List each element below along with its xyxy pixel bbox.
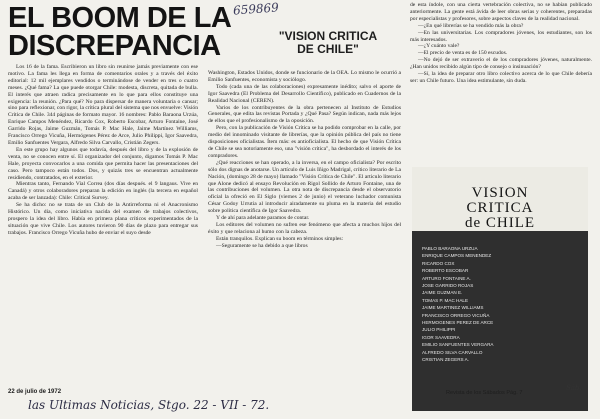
book-cover-title (412, 186, 588, 231)
author-name: TOMAS P. MAC HALE (422, 297, 469, 303)
author-name: ENRIQUE CAMPOS MENENDEZ (422, 253, 492, 259)
paragraph: Y de ahí para adelante paramos de contar. (216, 215, 310, 222)
author-name: FRANCISCO ORREGO VICUÑA (422, 312, 490, 318)
paragraph: —El precio de venta es de 150 escudos. (418, 50, 508, 57)
article-column-3 (410, 2, 592, 162)
paragraph: Pero, con la publicación de Visión Crítica se ha podido comprobar en la calle, por medio del innominado visitante de librerías, que la opinión pública del país no tiene disposiciones oficialistas. Ítem más: es antioficialista. El hecho de que Visión Crítica de Chile se sea notoriamente eso, una "visión crítica", ha desbordado el interés de los compradores. (208, 125, 401, 159)
author-name: ARTURO FONTAINE A. (422, 275, 471, 281)
author-name: JAIME MARTINEZ WILLIAMS (422, 305, 484, 311)
paragraph: Los editores del volumen no sufren ese fenómeno que afecta a muchos hijos del éxito y que relaciona al humo con la cabeza. (208, 221, 401, 235)
headline-line-2: DISCREPANCIA (8, 30, 221, 62)
author-name: HERMOGENES PEREZ DE ARCE (422, 320, 494, 326)
paragraph: Todo (cada una de las colaboraciones) expresamente inédito; salvo el aporte de Igor Saavedra (El Problema del Desarrollo Científico), publicado en Cuadernos de la Realidad Nacional (CEREN). (208, 83, 401, 104)
book-cover-image (412, 167, 588, 411)
page-footer: Revista de los Sábados Pág. 7 (446, 390, 523, 396)
paragraph: —Sí, la idea de preparar otro libro colectivo acerca de lo que Chile debería ser: un Chile futuro. Una idea estimulante, sin duda. (410, 71, 592, 84)
author-name: JAIME GUZMAN E. (422, 290, 463, 296)
author-name: JOSE GARRIDO ROJAS (422, 283, 474, 289)
handwritten-id: 659869 (232, 0, 280, 18)
author-name: PABLO BARAONA URZUA (422, 246, 478, 251)
author-name: CRISTIAN ZEGERS A. (422, 357, 469, 363)
subheadline-line-2: DE CHILE" (297, 42, 359, 56)
paragraph: Washington, Estados Unidos, donde se funcionario de la OEA. Lo mismo le ocurrió a Emilio Sanfuentes, economista y sociólogo. (208, 70, 401, 83)
book-title-line-1: VISION (471, 185, 529, 201)
author-name: ROBERTO ESCOBAR (422, 268, 469, 274)
handwritten-source-note: las Ultimas Noticias, Stgo. 22 - VII - 72. (28, 398, 270, 412)
article-column-2 (208, 70, 401, 396)
author-name: ALFREDO SILVA CARVALLO (422, 349, 483, 355)
book-cover-authors (422, 245, 532, 364)
paragraph: —¿En qué librerías se ha vendido más la obra? (418, 22, 524, 29)
book-title-line-2: CRITICA (466, 200, 534, 216)
headline-line-1: EL BOOM DE LA (8, 2, 232, 34)
author-name: RICARDO COX (422, 260, 455, 266)
paragraph: Están tranquilos. Explican su boom en términos simples: (216, 235, 344, 242)
paragraph: —¿Y cuánto vale? (418, 43, 460, 50)
author-name: EMILIO SANFUENTES VERGARA (422, 342, 494, 348)
author-name: IGOR SAAVEDRA (422, 334, 460, 340)
paragraph: —Seguramente se ha debido a que libros (216, 242, 308, 249)
paragraph: Mientras tanto, Fernando Vial Correa (dos días después. el 9 langaus. Vive en Canadá) y otros colaboradores preparan la edición en inglés (la tercera en español acaba de ser lanzada): Chile: Critical Survey. (8, 181, 198, 202)
issue-date: 22 de julio de 1972 (8, 389, 62, 395)
author-name: JULIO PHILIPPI (422, 327, 456, 333)
article-column-1 (8, 64, 198, 388)
paragraph: —No dejó de ser extraverío el de los compradores jóvenes, naturalmente. ¿Han unidos recibido algún tipo de consejo o insinuación? (410, 57, 592, 71)
subheadline-line-1: "VISION CRITICA (278, 29, 378, 43)
subheadline (258, 30, 398, 56)
paragraph: de esta índole, con una cierta vertebración colectiva, no se habían publicado anteriormente. La gente está ávida de leer obras serias y coherentes, preparadas por especialistas y profesores, sobre aspectos claves de la realidad nacional. (410, 2, 592, 22)
book-title-line-3: de CHILE (464, 215, 536, 231)
paragraph: En este grupo hay algunos que todavía, después del libro y de la explosión de venta, no se conocen entre sí. El organizador del conjunto, digamos Tomás P. Mac Hale, proyecta convocarlos a una comida que permita hacer las presentaciones del caso. Pero tampoco están todos. Dos, y quizás tres se encuentran actualmente residiendo, contratados, en el exterior. (8, 146, 198, 181)
paragraph: —En las universitarias. Los compradores jóvenes, los estudiantes, son los más interesados. (410, 29, 592, 43)
paragraph: ¿Qué reacciones se han operado, a la inversa, en el campo oficialista? Por escrito sólo dos dignas de anotarse. Un artículo de Luis Iñigo Madrigal, crítico literario de La Nación, (domingo 28 de mayo) llamado "Visión Crítica de Chile". El articulo literario que Alone dedicó al ensayo Revolución en Rigol Sollido de Arturo Fontaine, una de las contribuciones del volumen. La otra nota de discrepancia desde el observatorio oficial la ofreció en El Siglo (viernes 2 de junio) el veterano luchador comunista César Godoy Urrutia al introducir airadamente su pluma en la materia del estudio sobre política científica de Igor Saavedra. (208, 159, 401, 215)
paragraph: Los 16 de la fama. Escribieron un libro sin reunirse jamás previamente con ese motivo. La fama les llega en forma de comentarios orales y a través del éxito editorial: 12 mil ejemplares vendidos o terminándose de vender en tres o cuatro meses. ¿Qué fama? La que puede otorgar Chile: modesta, discreta, quitada de bulla. El interés que atraen radica precisamente en lo que para ellos constituye una exigencia: la reunión. ¿Para qué? No para dispersar de manera voluntaria o cansar; sino para reflexionar, con rigor, la crítica plural del sistema que nos envuelve: Visión Crítica de Chile. 344 páginas de formato mayor. 16 nombres: Pablo Baraona Urzúa, Enrique Campos Menéndez, Ricardo Cox, Roberto Escobar, Arturo Fontaine, José Garrido Rojas, Jaime Guzmán, Tomás P. Mac Hale, Jaime Martínez Williams, Francisco Orrego Vicuña, Hermógenes Pérez de Arce, Julio Philippi, Igor Saavedra, Emilio Sanfuentes Vergara, Alfredo Silva Carvallo, Cristián Zegers. (8, 64, 198, 146)
headline (8, 4, 231, 60)
handwritten-corner-note: Sáb. (566, 384, 582, 392)
paragraph: Se ha dicho: no se trata de un Club de la Antirreforma ni el Anacronismo Histórico. Un día, como iniciativa nacida del examen de trabajos colectivos, prospero la idea del libro. Había en primera plana críticos experimentados de la situación que vive Chile. Los autores tuvieron 90 días de plazo para entregar sus trabajos. Francisco Orrego Vicuña hubo de enviar el suyo desde (8, 202, 198, 236)
paragraph: Varios de los contribuyentes de la obra pertenecen al Instituto de Estudios Generales, que edita las revistas Portada y ¿Qué Pasa? Según indican, nada más lejos de ellos que el profesionalismo de la oposición. (208, 104, 401, 125)
